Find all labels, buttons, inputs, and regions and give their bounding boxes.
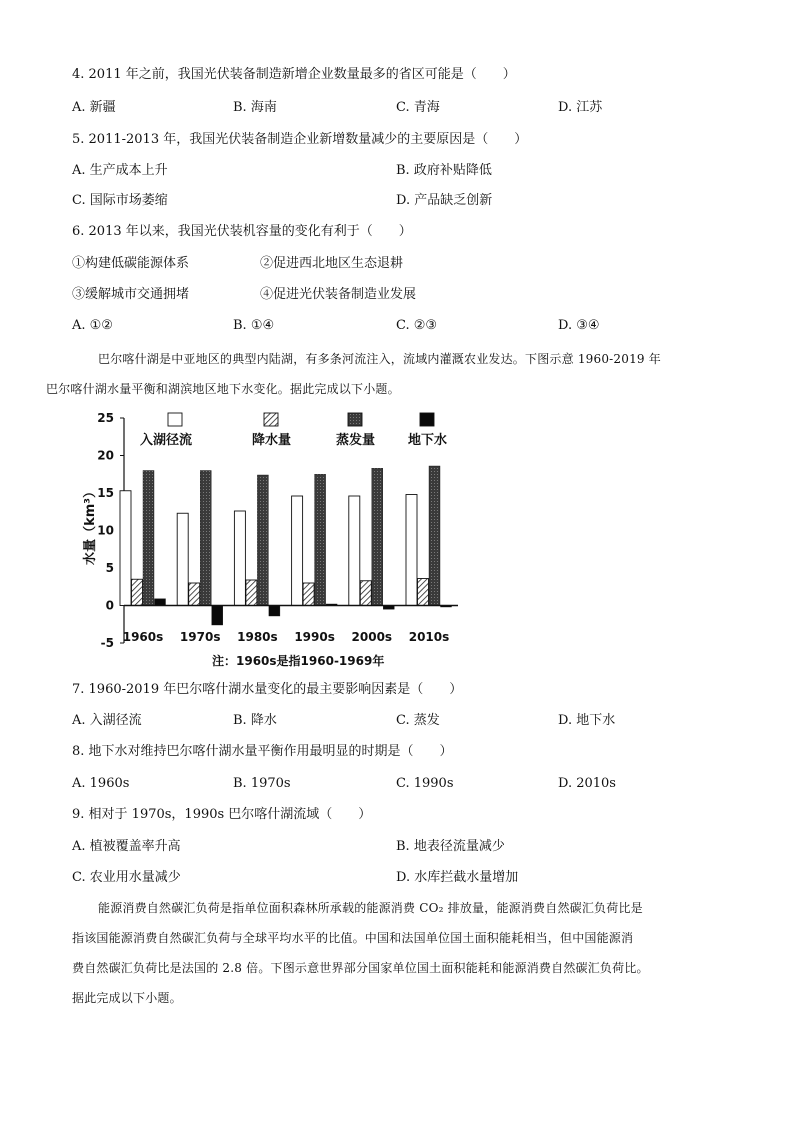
x-tick-label: 1980s: [237, 630, 278, 644]
legend-label-2: 蒸发量: [336, 433, 376, 448]
legend-swatch-2: [348, 413, 362, 426]
q8-stem: 8. 地下水对维持巴尔喀什湖水量平衡作用最明显的时期是（ ）: [72, 744, 453, 759]
passage-carbon-line-3: 费自然碳汇负荷比是法国的 2.8 倍。下图示意世界部分国家单位国土面积能耗和能源消费自然碳汇负荷比。: [72, 961, 649, 975]
water-balance-bar-chart: [80, 405, 470, 670]
bar-1980s-3: [269, 606, 280, 617]
bar-1990s-2: [315, 474, 326, 605]
y-tick-label: 10: [97, 523, 114, 538]
chart-note: 注：1960s是指1960-1969年: [212, 654, 385, 668]
q5-option-c[interactable]: C. 国际市场萎缩: [72, 193, 168, 208]
bar-1960s-1: [132, 579, 143, 605]
passage-carbon-line-4: 据此完成以下小题。: [72, 991, 182, 1005]
legend-label-1: 降水量: [252, 433, 292, 448]
q8-option-a[interactable]: A. 1960s: [72, 776, 130, 791]
q5-option-a[interactable]: A. 生产成本上升: [72, 163, 168, 178]
bar-1980s-2: [257, 475, 268, 606]
y-axis-label: 水量（km³）: [83, 485, 98, 565]
passage-balkhash: [46, 344, 732, 404]
x-axis: [123, 606, 458, 645]
legend-label-0: 入湖径流: [140, 433, 193, 448]
q9-option-c[interactable]: C. 农业用水量减少: [72, 870, 181, 885]
q8-option-c[interactable]: C. 1990s: [396, 776, 454, 791]
q6-option-b[interactable]: B. ①④: [233, 318, 275, 333]
bar-1990s-1: [303, 583, 314, 606]
bar-1970s-3: [212, 606, 223, 626]
q6-option-a[interactable]: A. ①②: [72, 318, 113, 333]
x-tick-label: 2000s: [351, 630, 393, 644]
q6-statement-4: ④促进光伏装备制造业发展: [260, 287, 417, 302]
bar-2000s-2: [372, 468, 383, 605]
q9-option-d[interactable]: D. 水库拦截水量增加: [396, 870, 519, 885]
q6-statement-2: ②促进西北地区生态退耕: [260, 256, 404, 271]
q7-option-b[interactable]: B. 降水: [233, 713, 277, 728]
chart-legend: [140, 413, 447, 448]
bar-2000s-1: [360, 581, 371, 606]
q7-option-a[interactable]: A. 入湖径流: [72, 713, 142, 728]
q6-statement-3: ③缓解城市交通拥堵: [72, 287, 190, 302]
q5-option-d[interactable]: D. 产品缺乏创新: [396, 193, 493, 208]
passage-carbon-line-2: 指该国能源消费自然碳汇负荷与全球平均水平的比值。中国和法国单位国土面积能耗相当，但中国能源消: [72, 931, 634, 945]
bar-1980s-0: [234, 511, 245, 606]
x-tick-label: 2010s: [408, 630, 450, 644]
bar-1980s-1: [246, 580, 257, 606]
legend-swatch-1: [264, 413, 278, 426]
y-tick-label: 20: [97, 448, 114, 463]
legend-swatch-0: [168, 413, 182, 426]
x-tick-label: 1970s: [179, 630, 221, 644]
q8-option-b[interactable]: B. 1970s: [233, 776, 291, 791]
q4-option-a[interactable]: A. 新疆: [72, 100, 116, 115]
legend-label-3: 地下水: [408, 433, 448, 448]
q9-stem: 9. 相对于 1970s，1990s 巴尔喀什湖流域（ ）: [72, 807, 372, 822]
bar-group: [120, 466, 452, 625]
y-tick-label: 0: [105, 598, 114, 613]
x-tick-label: 1990s: [294, 630, 335, 644]
q8-option-d[interactable]: D. 2010s: [558, 776, 616, 791]
y-tick-label: 25: [97, 411, 114, 425]
q4-option-c[interactable]: C. 青海: [396, 100, 440, 115]
passage-balkhash-line-2: 巴尔喀什湖水量平衡和湖滨地区地下水变化。据此完成以下小题。: [46, 382, 400, 396]
bar-1970s-2: [200, 471, 211, 606]
passage-carbon-sink: [72, 893, 732, 1013]
bar-1960s-2: [143, 471, 154, 606]
q5-stem: 5. 2011-2013 年，我国光伏装备制造企业新增数量减少的主要原因是（ ）: [72, 132, 528, 147]
bar-1990s-0: [292, 496, 303, 606]
bar-2010s-2: [429, 466, 440, 606]
x-tick-label: 1960s: [122, 630, 164, 644]
q4-option-b[interactable]: B. 海南: [233, 100, 277, 115]
y-tick-label: 5: [105, 561, 114, 575]
q7-option-d[interactable]: D. 地下水: [558, 713, 616, 728]
bar-1960s-0: [120, 491, 131, 606]
bar-2000s-0: [349, 496, 360, 606]
bar-1970s-0: [177, 513, 188, 605]
q6-option-c[interactable]: C. ②③: [396, 318, 438, 333]
q9-option-a[interactable]: A. 植被覆盖率升高: [72, 839, 181, 854]
q6-stem: 6. 2013 年以来，我国光伏装机容量的变化有利于（ ）: [72, 224, 412, 239]
y-tick-label: 15: [97, 486, 114, 500]
q9-option-b[interactable]: B. 地表径流量减少: [396, 839, 505, 854]
passage-carbon-line-1: 能源消费自然碳汇负荷是指单位面积森林所承载的能源消费 CO₂ 排放量，能源消费自然碳汇负荷比是: [98, 901, 643, 915]
legend-swatch-3: [420, 413, 434, 426]
y-tick-label: -5: [100, 636, 114, 650]
q4-stem: 4. 2011 年之前，我国光伏装备制造新增企业数量最多的省区可能是（ ）: [72, 67, 516, 82]
q6-option-d[interactable]: D. ③④: [558, 318, 600, 333]
q7-option-c[interactable]: C. 蒸发: [396, 713, 440, 728]
bar-1960s-3: [155, 599, 166, 606]
q7-stem: 7. 1960-2019 年巴尔喀什湖水量变化的最主要影响因素是（ ）: [72, 682, 463, 697]
q5-option-b[interactable]: B. 政府补贴降低: [396, 163, 492, 178]
passage-balkhash-line-1: 巴尔喀什湖是中亚地区的典型内陆湖，有多条河流注入，流域内灌溉农业发达。下图示意 1960-2019 年: [98, 352, 661, 366]
bar-2010s-0: [406, 495, 417, 606]
bar-1970s-1: [189, 583, 200, 606]
bar-2010s-1: [418, 579, 429, 606]
q4-option-d[interactable]: D. 江苏: [558, 100, 603, 115]
q6-statement-1: ①构建低碳能源体系: [72, 256, 190, 271]
